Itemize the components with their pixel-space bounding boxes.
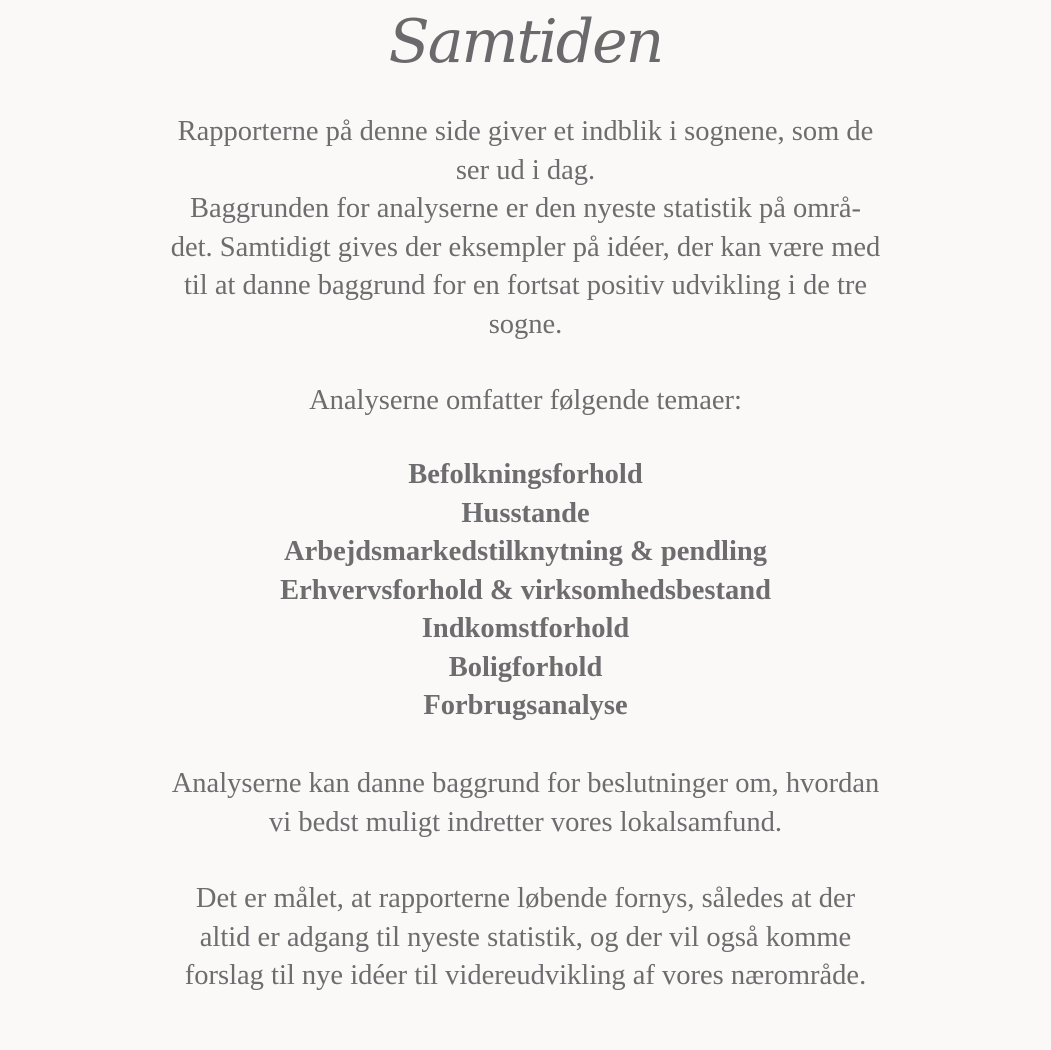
paragraph-line: vi bedst muligt indretter vores lokalsamfund. (269, 806, 782, 838)
paragraph-line: forslag til nye idéer til videreudvikling af vores nærområde. (184, 960, 867, 991)
intro-line: til at danne baggrund for en fortsat positiv udvikling i de tre (183, 270, 868, 301)
intro-line: sogne. (488, 308, 563, 340)
paragraph-line: Det er målet, at rapporterne løbende fornys, således at der (195, 883, 856, 914)
paragraph-line: altid er adgang til nyeste statistik, og der vil også komme (199, 921, 852, 953)
page-title: Samtiden (388, 7, 663, 77)
themes-list (0, 456, 1051, 726)
theme-item-erhvervsforhold: Erhvervsforhold & virksomhedsbestand (280, 574, 771, 606)
themes-lead: Analyserne omfatter følgende temaer: (309, 385, 742, 416)
theme-item-forbrugsanalyse: Forbrugsanalyse (423, 690, 628, 721)
intro-line: ser ud i dag. (455, 154, 596, 186)
goal-paragraph (0, 880, 1051, 996)
intro-line: Baggrunden for analyserne er den nyeste statistik på områ- (189, 193, 862, 224)
decision-paragraph (0, 765, 1051, 842)
intro-line: Rapporterne på denne side giver et indblik i sognene, som de (177, 116, 874, 147)
intro-line: det. Samtidigt gives der eksempler på idéer, der kan være med (170, 231, 881, 263)
theme-item-befolkningsforhold: Befolkningsforhold (408, 459, 643, 490)
intro-paragraph (120, 113, 931, 344)
theme-item-husstande: Husstande (461, 497, 590, 529)
theme-item-boligforhold: Boligforhold (448, 651, 603, 683)
paragraph-line: Analyserne kan danne baggrund for beslutninger om, hvordan (171, 768, 880, 799)
theme-item-indkomstforhold: Indkomstforhold (421, 613, 630, 644)
theme-item-arbejdsmarkedstilknytning: Arbejdsmarkedstilknytning & pendling (283, 536, 767, 567)
